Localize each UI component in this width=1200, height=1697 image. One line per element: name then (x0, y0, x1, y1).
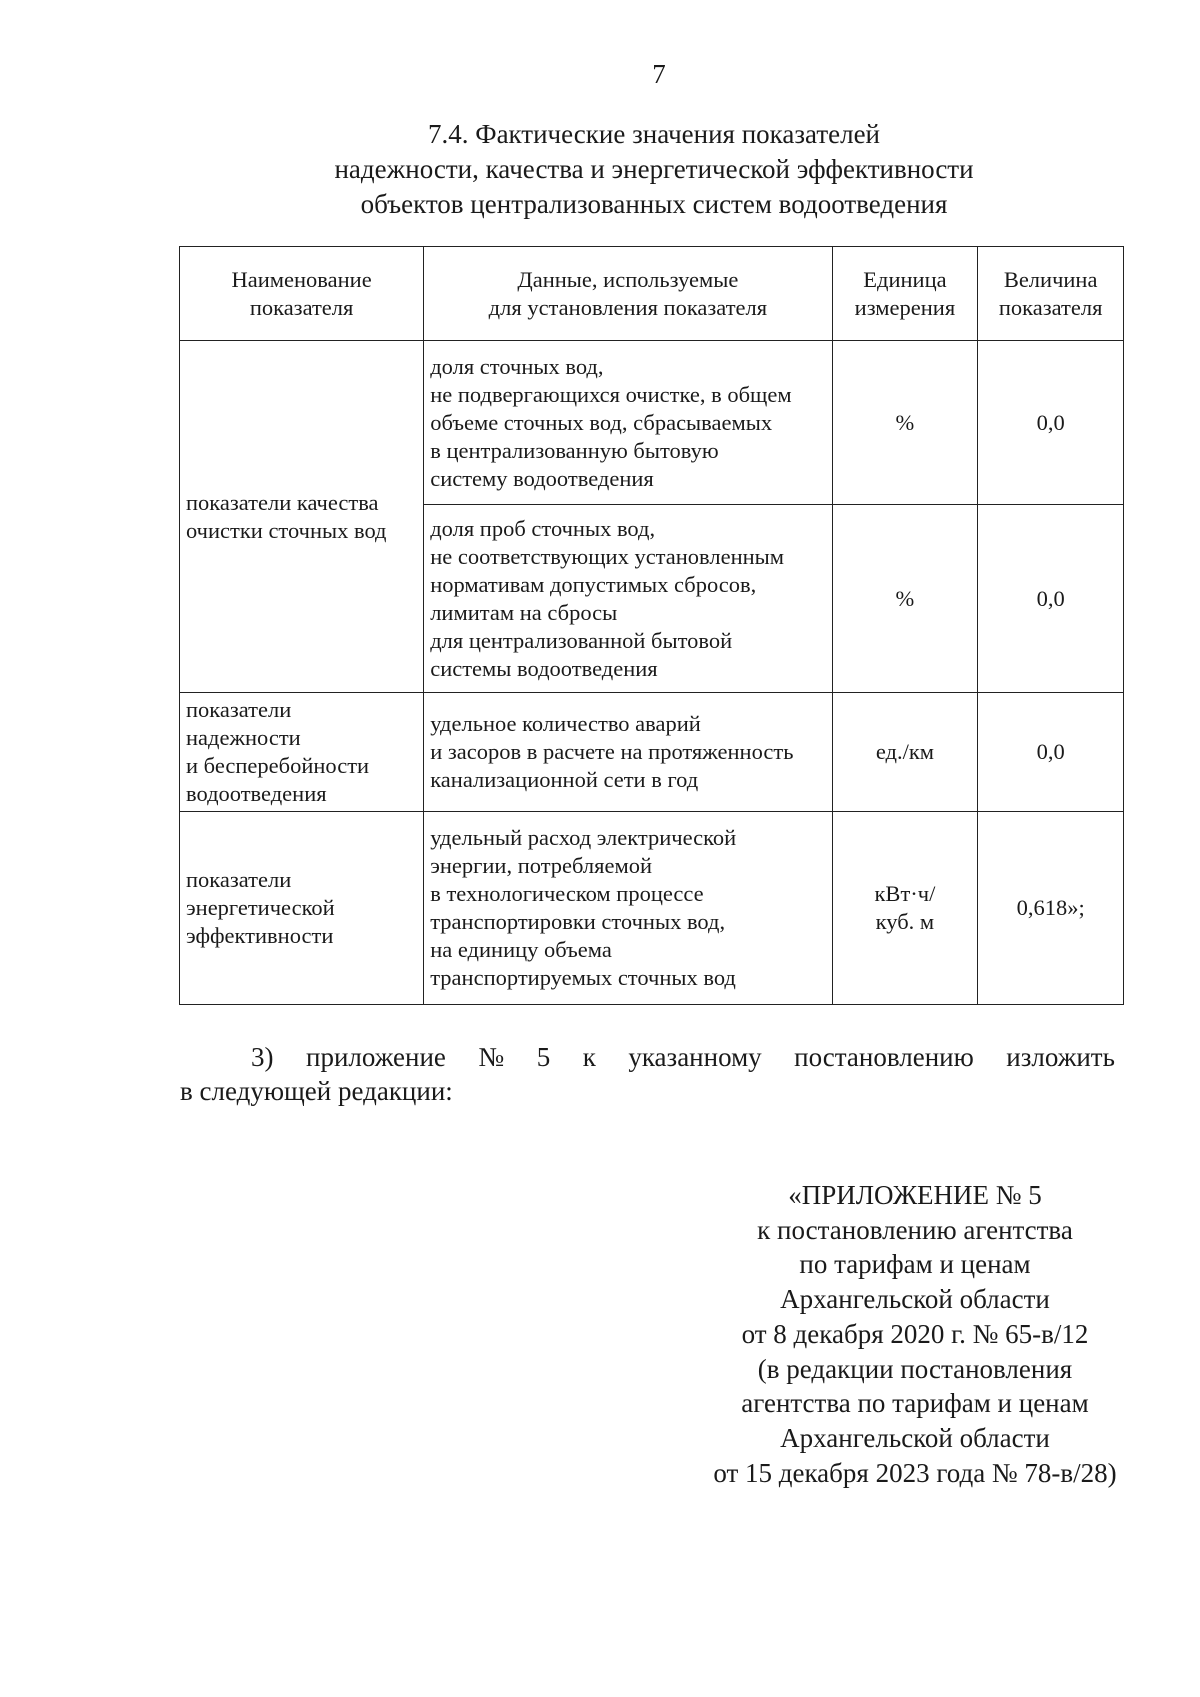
table-row (180, 812, 1124, 1005)
unit-cell: кВт·ч/ куб. м (832, 812, 978, 1005)
appendix-line: от 15 декабря 2023 года № 78-в/28) (713, 1457, 1117, 1488)
unit-cell: ед./км (832, 693, 978, 812)
value-cell: 0,0 (978, 693, 1124, 812)
appendix-line: «ПРИЛОЖЕНИЕ № 5 (788, 1180, 1042, 1210)
appendix-line: к постановлению агентства (757, 1214, 1073, 1245)
section-title-line: 7.4. Фактические значения показателей (427, 119, 881, 149)
paragraph-word: приложение (306, 1042, 446, 1072)
paragraph-line: в следующей редакции: (180, 1076, 453, 1106)
paragraph-word: к (582, 1042, 596, 1072)
unit-cell: % (832, 341, 978, 505)
value-cell: 0,0 (978, 505, 1124, 693)
appendix-line: по тарифам и ценам (799, 1249, 1031, 1280)
header-value: Величина показателя (978, 247, 1124, 341)
table-row (180, 341, 1124, 505)
indicators-table (179, 246, 1124, 1005)
appendix-line: Архангельской области (780, 1422, 1050, 1453)
appendix-heading (680, 1178, 1150, 1490)
table-row (180, 693, 1124, 812)
page-number: 7 (652, 59, 666, 89)
paragraph-line (180, 1040, 1115, 1074)
section-title-line: надежности, качества и энергетической эффективности (334, 154, 974, 184)
group-quality-cell: показатели качества очистки сточных вод (180, 341, 424, 693)
value-cell: 0,0 (978, 341, 1124, 505)
paragraph-word: изложить (1006, 1042, 1115, 1072)
amendment-paragraph (180, 1040, 1115, 1108)
paragraph-word: указанному (628, 1042, 762, 1072)
appendix-line: агентства по тарифам и ценам (741, 1388, 1089, 1419)
appendix-line: Архангельской области (780, 1284, 1050, 1315)
section-title (180, 117, 1128, 222)
appendix-line: от 8 декабря 2020 г. № 65-в/12 (741, 1318, 1089, 1349)
paragraph-word: постановлению (794, 1042, 974, 1072)
unit-cell: % (832, 505, 978, 693)
value-cell: 0,618»; (978, 812, 1124, 1005)
paragraph-word: 3) (251, 1042, 274, 1072)
appendix-line: (в редакции постановления (757, 1353, 1073, 1384)
group-energy-cell: показатели энергетической эффективности (180, 812, 424, 1005)
data-cell: доля проб сточных вод, не соответствующих установленным нормативам допустимых сбросов, лимитам на сбросы для централизованной бытовой системы водоотведения (424, 505, 832, 693)
table-header-row (180, 247, 1124, 341)
paragraph-word: 5 (536, 1042, 551, 1072)
data-cell: доля сточных вод, не подвергающихся очистке, в общем объеме сточных вод, сбрасываемых в централизованную бытовую систему водоотведения (424, 341, 832, 505)
data-cell: удельное количество аварий и засоров в расчете на протяженность канализационной сети в год (424, 693, 832, 812)
group-reliability-cell: показатели надежности и бесперебойности водоотведения (180, 693, 424, 812)
data-cell: удельный расход электрической энергии, потребляемой в технологическом процессе транспортировки сточных вод, на единицу объема транспортируемых сточных вод (424, 812, 832, 1005)
header-source-data: Данные, используемые для установления показателя (424, 247, 832, 341)
section-title-line: объектов централизованных систем водоотведения (360, 189, 948, 219)
header-indicator-name: Наименование показателя (180, 247, 424, 341)
paragraph-word: № (478, 1042, 505, 1072)
header-unit: Единица измерения (832, 247, 978, 341)
